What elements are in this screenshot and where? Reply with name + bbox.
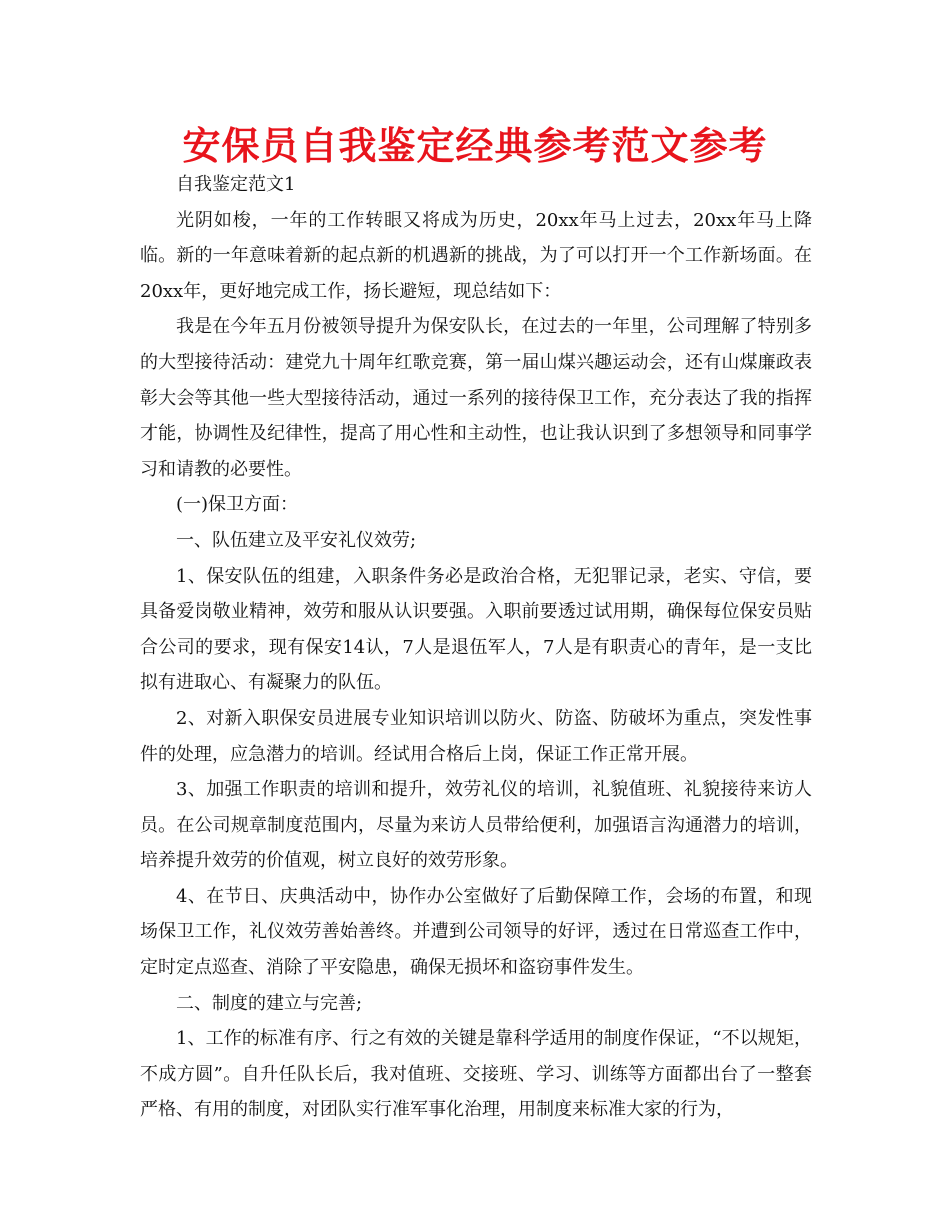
paragraph: 3、加强工作职责的培训和提升，效劳礼仪的培训，礼貌值班、礼貌接待来访人员。在公司规章制度范围内，尽量为来访人员带给便利，加强语言沟通潜力的培训，培养提升效劳的价值观，树立良好的效劳形象。 (140, 779, 812, 872)
paragraph: 2、对新入职保安员进展专业知识培训以防火、防盗、防破坏为重点，突发性事件的处理，应急潜力的培训。经试用合格后上岗，保证工作正常开展。 (140, 707, 812, 765)
paragraph: 1、工作的标准有序、行之有效的关键是靠科学适用的制度作保证，“不以规矩，不成方圆”。自升任队长后，我对值班、交接班、学习、训练等方面都出台了一整套严格、有用的制度，对团队实行准军事化治理，用制度来标准大家的行为， (140, 1028, 812, 1121)
paragraph: 4、在节日、庆典活动中，协作办公室做好了后勤保障工作，会场的布置，和现场保卫工作，礼仪效劳善始善终。并遭到公司领导的好评，透过在日常巡查工作中，定时定点巡查、消除了平安隐患，确保无损坏和盗窃事件发生。 (140, 885, 812, 979)
paragraph: 我是在今年五月份被领导提升为保安队长，在过去的一年里，公司理解了特别多的大型接待活动：建党九十周年红歌竞赛，第一届山煤兴趣运动会，还有山煤廉政表彰大会等其他一些大型接待活动，通过一系列的接待保卫工作，充分表达了我的指挥才能，协调性及纪律性，提高了用心性和主动性，也让我认识到了多想领导和同事学习和请教的必要性。 (140, 316, 812, 480)
paragraph: 光阴如梭，一年的工作转眼又将成为历史，20xx年马上过去，20xx年马上降临。新的一年意味着新的起点新的机遇新的挑战，为了可以打开一个工作新场面。在20xx年，更好地完成工作，扬长避短，现总结如下： (140, 209, 812, 302)
paragraph: 1、保安队伍的组建，入职条件务必是政治合格，无犯罪记录，老实、守信，要具备爱岗敬业精神，效劳和服从认识要强。入职前要透过试用期，确保每位保安员贴合公司的要求，现有保安14认，7人是退伍军人，7人是有职责心的青年，是一支比拟有进取心、有凝聚力的队伍。 (140, 565, 812, 694)
document-body (140, 167, 812, 1128)
paragraph: 一、队伍建立及平安礼仪效劳; (176, 529, 417, 551)
document-title: 安保员自我鉴定经典参考范文参考 (182, 124, 768, 168)
paragraph: (一)保卫方面： (176, 494, 299, 516)
paragraph: 自我鉴定范文1 (176, 174, 296, 195)
paragraph: 二、制度的建立与完善; (176, 992, 363, 1014)
